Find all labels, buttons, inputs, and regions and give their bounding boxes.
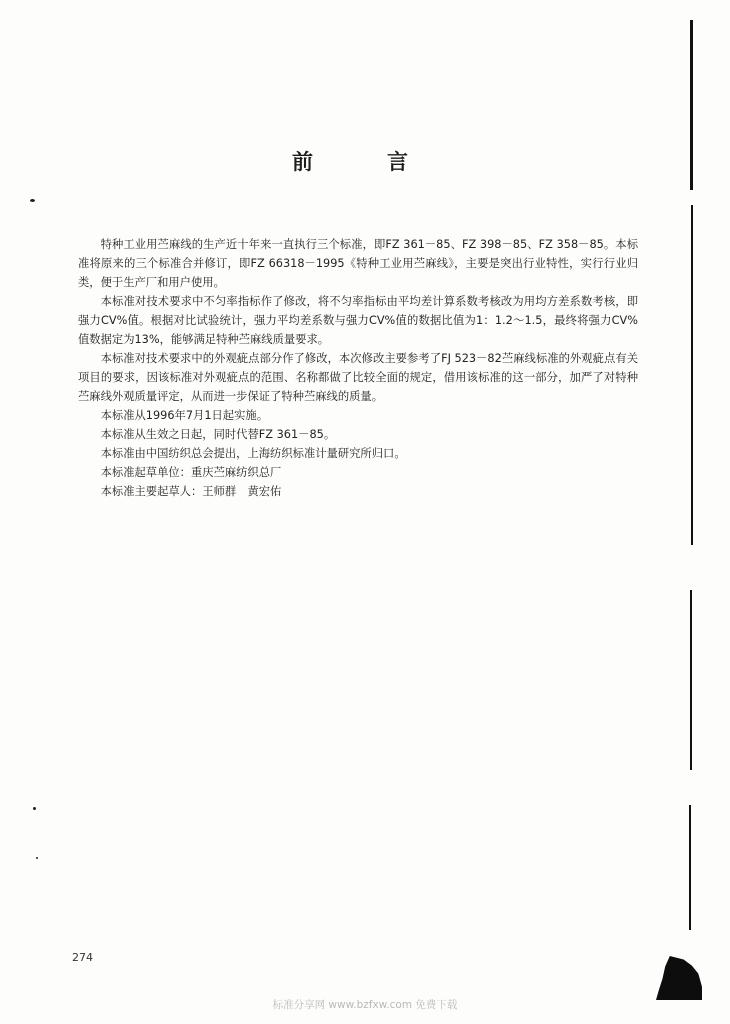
paragraph-standards-history: 特种工业用苎麻线的生产近十年来一直执行三个标准，即FZ 361－85、FZ 398－85、FZ 358－85。本标准将原来的三个标准合并修订，即FZ 66318－1995《特种工业用苎麻线》，主要是突出行业特性，实行行业归类，便于生产厂和用户使用。: [78, 238, 638, 289]
watermark: 标准分享网 www.bzfxw.com 免费下载: [272, 999, 458, 1011]
paragraph-appearance-defects: 本标准对技术要求中的外观疵点部分作了修改，本次修改主要参考了FJ 523－82苎麻线标准的外观疵点有关项目的要求，因该标准对外观疵点的范围、名称都做了比较全面的规定，借用该标准的这一部分，加严了对特种苎麻线外观质量评定，从而进一步保证了特种苎麻线的质量。: [78, 352, 638, 403]
paragraph-proposed-by: 本标准由中国纺织总会提出，上海纺织标准计量研究所归口。: [100, 447, 406, 460]
page-title: [0, 146, 730, 178]
scan-edge-line: [690, 20, 693, 190]
paragraph-replaces: 本标准从生效之日起，同时代替FZ 361－85。: [100, 428, 336, 441]
scan-mark: [30, 199, 35, 202]
scan-mark: [36, 857, 38, 859]
title-char-2: 言: [387, 150, 408, 174]
scan-edge-line: [690, 590, 692, 770]
scan-blot: [656, 956, 702, 1000]
paragraph-drafters: 本标准主要起草人：王师群 黄宏佑: [100, 485, 282, 498]
page-number: 274: [72, 951, 93, 964]
scan-mark: [33, 807, 36, 810]
paragraph-effective-date: 本标准从1996年7月1日起实施。: [100, 409, 268, 422]
title-char-1: 前: [292, 150, 313, 174]
scan-edge-line: [689, 805, 691, 930]
paragraph-unevenness-revision: 本标准对技术要求中不匀率指标作了修改，将不匀率指标由平均差计算系数考核改为用均方差系数考核，即强力CV%值。根据对比试验统计，强力平均差系数与强力CV%值的数据比值为1：1.2～1.5，最终将强力CV%值数据定为13%，能够满足特种苎麻线质量要求。: [78, 295, 638, 346]
foreword-body: [78, 235, 638, 501]
paragraph-drafting-unit: 本标准起草单位：重庆苎麻纺织总厂: [100, 466, 282, 479]
scan-edge-line: [691, 205, 693, 545]
